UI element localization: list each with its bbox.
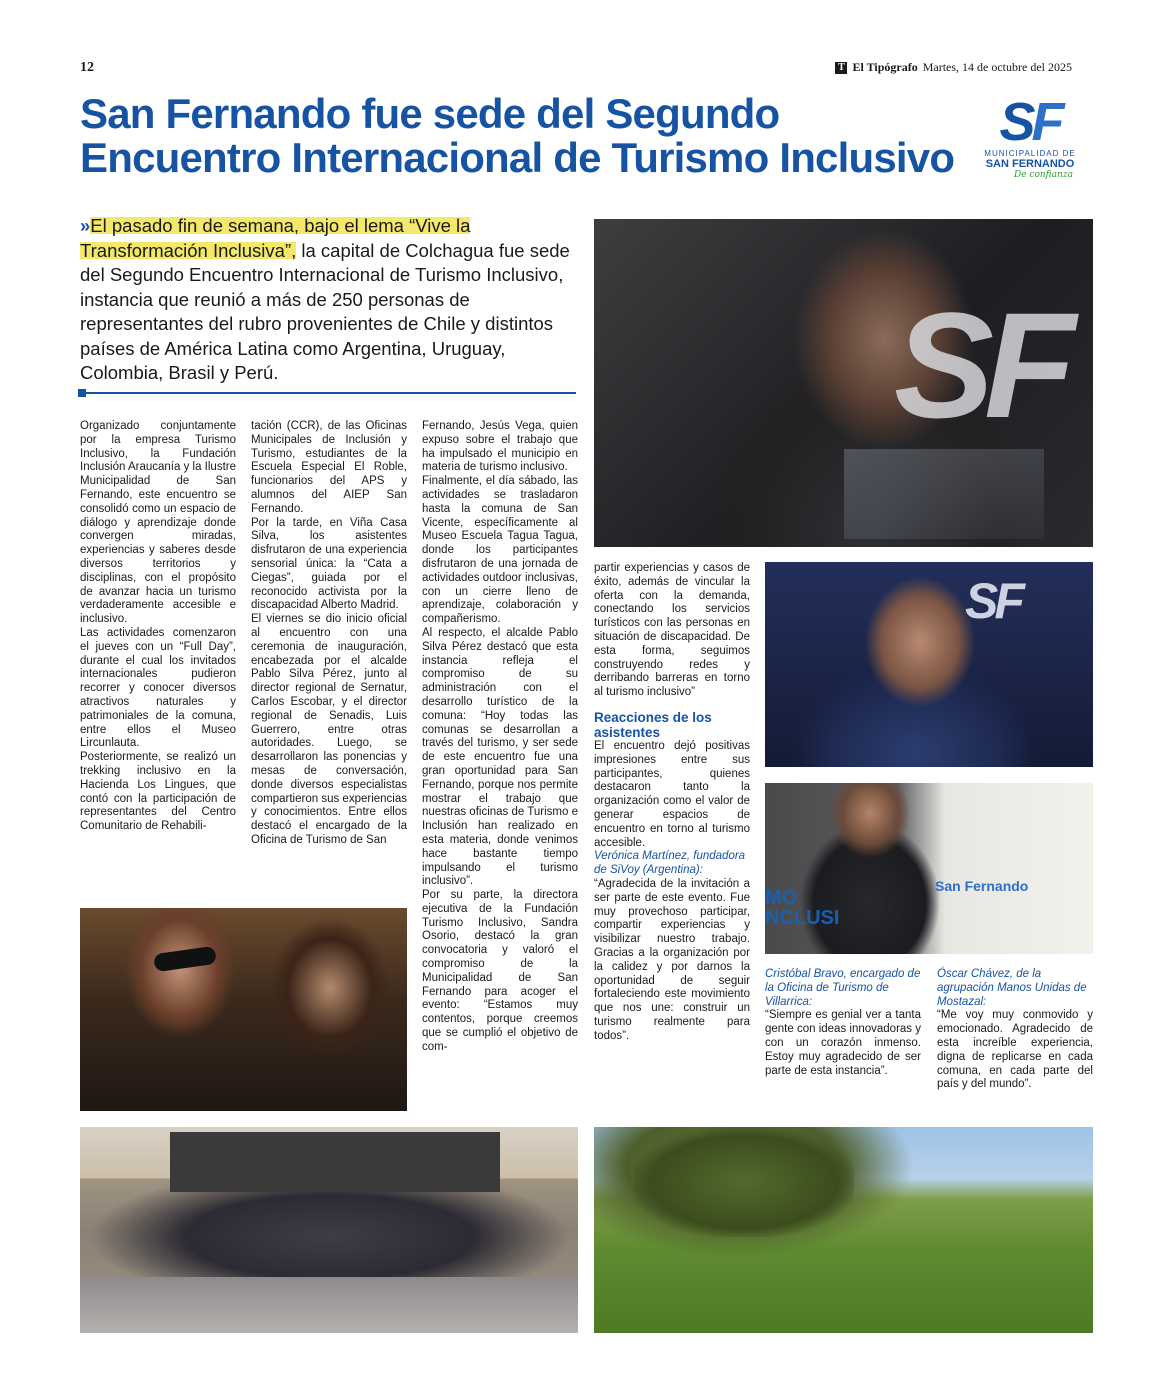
body-paragraph: Por su parte, la directora ejecutiva de la Fundación Turismo Inclusivo, Sandra Osorio, destacó la gran convocatoria y valoró el compromiso de la Municipalidad de San Fernando para acoger el evento: “Estamos muy contentos, porque creemos que se cumplió el objetivo de com- <box>422 889 578 1053</box>
body-column-6 <box>937 968 1093 1092</box>
paper-name: El Tipógrafo <box>852 60 918 74</box>
quote-attribution: Verónica Martínez, fundadora de SiVoy (Argentina): <box>594 850 746 877</box>
photo-speaker-at-podium <box>594 219 1093 547</box>
photo-group-attendees <box>80 1127 578 1333</box>
body-column-5 <box>765 968 921 1078</box>
body-column-2 <box>251 420 407 848</box>
photo-blind-wine-tasting <box>80 908 407 1111</box>
page-number: 12 <box>80 60 94 75</box>
body-paragraph: Las actividades comenzaron el jueves con un “Full Day”, durante el cual los invitados internacionales pudieron recorrer y conocer diversos atractivos naturales y patrimoniales de la comuna, entre ellos el Museo Lircunlauta. <box>80 626 236 750</box>
quote-attribution: Cristóbal Bravo, encargado de la Oficina de Turismo de Villarrica: <box>765 968 921 1008</box>
headline-strong: San Fernando <box>80 90 351 137</box>
slide-text: MO NCLUSI <box>765 887 840 929</box>
logo-tagline: De confianza <box>1014 170 1073 180</box>
lead-highlight: El pasado fin de semana, bajo el lema “Vive la Transformación Inclusiva”, <box>80 215 471 261</box>
section-divider <box>80 392 576 394</box>
headline <box>80 92 960 180</box>
municipality-logo <box>980 92 1080 185</box>
issue-date: Martes, 14 de octubre del 2025 <box>922 60 1072 74</box>
logo-line2: SAN FERNANDO <box>985 158 1075 170</box>
quote-text: “Agradecida de la invitación a ser parte de este evento. Fue muy provechoso participar, compartir experiencias y visibilizar nuestro trabajo. Gracias a la organización por la calidez y por darnos la oportunidad de seguir fortaleciendo este movimiento que nos une: construir un turismo realmente para todos”. <box>594 877 750 1042</box>
slide-logo: San Fernando <box>935 878 1029 894</box>
headline-line1-rest: fue sede del Segundo <box>361 90 780 137</box>
divider-square-icon <box>78 389 86 397</box>
blindfold <box>153 946 217 972</box>
logo-line1: MUNICIPALIDAD DE <box>984 149 1076 158</box>
body-paragraph: Posteriormente, se realizó un trekking inclusivo en la Hacienda Los Lingues, que contó con la participación de representantes del Centro Comunitario de Rehabili- <box>80 751 236 833</box>
body-paragraph: Finalmente, el día sábado, las actividades se trasladaron hasta la comuna de San Vicente, específicamente al Museo Escuela Tagua Tagua, donde los participantes disfrutaron de una jornada de actividades outdoor inclusivas, con un cierre lleno de aprendizaje, colaboración y compañerismo. <box>422 475 578 626</box>
sf-logo-mark: SF <box>999 92 1061 152</box>
headline-line2: Encuentro Internacional de Turismo Inclusivo <box>80 134 955 181</box>
body-column-4 <box>594 562 750 1044</box>
tree-canopy <box>634 1127 854 1237</box>
masthead <box>835 60 1072 75</box>
quote-text: “Siempre es genial ver a tanta gente con ideas innovadoras y con un corazón inmenso. Estoy muy agradecido de ser parte de esta instancia”. <box>765 1009 921 1077</box>
backdrop-sf-logo: SF <box>965 573 1021 629</box>
body-paragraph: partir experiencias y casos de éxito, además de vincular la oferta con la demanda, conectando los servicios turísticos con las personas en situación de discapacidad. De esta forma, seguimos construyendo redes y derribando barreras en torno al turismo inclusivo” <box>594 562 750 699</box>
body-paragraph: Por la tarde, en Viña Casa Silva, los asistentes disfrutaron de una experiencia sensorial única: la “Cata a Ciegas”, guiada por el reconocido activista por la discapacidad Alberto Madrid. <box>251 516 407 612</box>
photo-outdoor-inclusive-trek <box>594 1127 1093 1333</box>
subheading-reactions: Reacciones de los asistentes <box>594 709 712 740</box>
body-paragraph: tación (CCR), de las Oficinas Municipales de Inclusión y Turismo, estudiantes de la Escuela Especial El Roble, funcionarios del APS y alumnos del AIEP San Fernando. <box>251 420 407 515</box>
body-paragraph: El viernes se dio inicio oficial al encuentro con una ceremonia de inauguración, encabezada por el alcalde Pablo Silva Pérez, junto al director regional de Sernatur, Carlos Escobar, y el director regional de Senadis, Luis Guerrero, entre otras autoridades. Luego, se desarrollaron las ponencias y mesas de conversación, donde diversos especialistas compartieron sus experiencias y conocimientos. Entre ellos destacó el encargado de la Oficina de Turismo de San <box>251 613 407 846</box>
photo-woman-speaking <box>765 562 1093 767</box>
building-doorway <box>170 1132 500 1192</box>
backdrop-sf-logo: SF <box>894 281 1066 449</box>
lead-text: la capital de Colchagua fue sede del Segundo Encuentro Internacional de Turismo Inclusivo, instancia que reunió a más de 250 personas de representantes del rubro provenientes de Chile y distintos países de América Latina como Argentina, Uruguay, Colombia, Brasil y Perú. <box>80 239 570 383</box>
body-paragraph: Fernando, Jesús Vega, quien expuso sobre el trabajo que ha impulsado el municipio en materia de turismo inclusivo. <box>422 420 578 474</box>
body-paragraph: Organizado conjuntamente por la empresa Turismo Inclusivo, la Fundación Inclusión Araucanía y la Ilustre Municipalidad de San Fernando, este encuentro se consolidó como un espacio de diálogo y aprendizaje donde convergen miradas, experiencias y saberes desde diversos territorios y disciplinas, con el propósito de avanzar hacia un turismo verdaderamente accesible e inclusivo. <box>80 420 236 626</box>
lead-chevron-icon: » <box>80 215 91 236</box>
body-column-1 <box>80 420 236 834</box>
podium-microphone <box>844 449 1044 539</box>
body-column-3 <box>422 420 578 1055</box>
building-stairs <box>80 1277 578 1333</box>
lead-paragraph <box>80 214 580 386</box>
photo-man-presenting <box>765 783 1093 954</box>
newspaper-t-icon: T <box>835 62 847 74</box>
quote-attribution: Óscar Chávez, de la agrupación Manos Unidas de Mostazal: <box>937 968 1087 1008</box>
quote-text: “Me voy muy conmovido y emocionado. Agradecido de esta increíble experiencia, digna de replicarse en cada comuna, en cada parte del país y del mundo”. <box>937 1009 1093 1091</box>
body-paragraph: El encuentro dejó positivas impresiones entre sus participantes, quienes destacaron tanto la organización como el valor de generar espacios de encuentro en torno al turismo accesible. <box>594 739 750 849</box>
body-paragraph: Al respecto, el alcalde Pablo Silva Pérez destacó que esta instancia refleja el compromiso de su administración con el desarrollo turístico de la comuna: “Hoy todas las comunas se desarrollan a través del turismo, y ser sede de este encuentro fue una gran oportunidad para San Fernando, porque nos permite mostrar el trabajo que nuestras oficinas de Turismo e Inclusión han realizado en esta materia, donde venimos hace bastante tiempo impulsando el turismo inclusivo”. <box>422 626 578 888</box>
